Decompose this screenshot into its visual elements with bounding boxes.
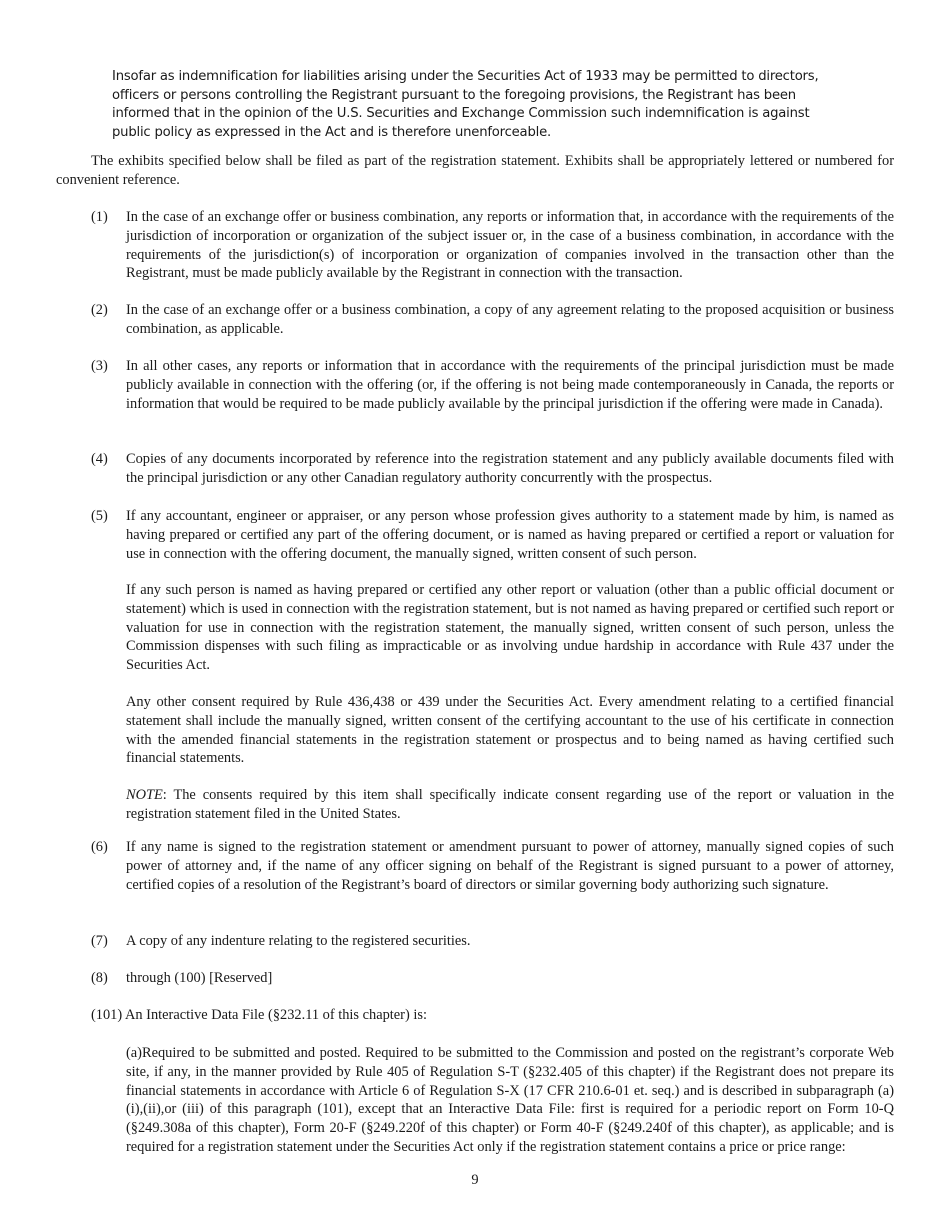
item-number: (2) — [91, 302, 108, 318]
item-text: In all other cases, any reports or information that in accordance with the requirements of the principal jurisdiction must be made publicly available in connection with the offering (or, if the offering is not being made contemporaneously in Canada, the reports or information that would be required to be made publicly available by the principal jurisdiction if the offering were made in Canada). — [126, 358, 894, 412]
item-5-paragraph-2: If any such person is named as having prepared or certified any other report or valuation (other than a public official document or statement) which is used in connection with the registration statement, but is not named as having prepared or certified such report or valuation for use in connection with the registration statement, the manually signed, written consent of such person, unless the Commission dispenses with such filing as impracticable or as involving undue hardship in accordance with Rule 437 under the Securities Act. — [126, 582, 894, 674]
item-number: (4) — [91, 451, 108, 467]
item-number: (6) — [91, 839, 108, 855]
item-text: Copies of any documents incorporated by reference into the registration statement and any publicly available documents filed with the principal jurisdiction or any other Canadian regulatory authority concurrently with the prospectus. — [126, 451, 894, 486]
item-number: (3) — [91, 358, 108, 374]
item-number: (8) — [91, 970, 108, 986]
item-number: (7) — [91, 933, 108, 949]
item-101-a: (a)Required to be submitted and posted. Required to be submitted to the Commission and posted on the registrant’s corporate Web site, if any, in the manner provided by Rule 405 of Regulation S-T (§232.405 of this chapter) if the Registrant does not prepare its financial statements in accordance with Article 6 of Regulation S-X (17 CFR 210.6-01 et. seq.) and is described in subparagraph (a)(i),(ii),or (iii) of this paragraph (101), except that an Interactive Data File: first is required for a periodic report on Form 10-Q (§249.308a of this chapter), Form 20-F (§249.220f of this chapter) or Form 40-F (§249.240f of this chapter), as applicable; and is required for a registration statement under the Securities Act only if the registration statement contains a price or price range: — [126, 1045, 894, 1155]
item-text: If any accountant, engineer or appraiser, or any person whose profession gives authority to a statement made by him, is named as having prepared or certified any part of the offering document, or is named as having prepared or certified a report or valuation for use in connection with the offering document, the manually signed, written consent of such person. — [126, 508, 894, 562]
exhibits-intro: The exhibits specified below shall be filed as part of the registration statement. Exhibits shall be appropriately lettered or numbered for convenient reference. — [56, 153, 894, 188]
indemnification-notice: Insofar as indemnification for liabilities arising under the Securities Act of 1933 may be permitted to directors, officers or persons controlling the Registrant pursuant to the foregoing provisions, the Registrant has been informed that in the opinion of the U.S. Securities and Exchange Commission such indemnification is against public policy as expressed in the Act and is therefore unenforceable. — [112, 69, 819, 140]
exhibit-item-101: (101) An Interactive Data File (§232.11 of this chapter) is: — [91, 1007, 427, 1023]
note-label: NOTE — [126, 787, 163, 803]
item-5-note — [126, 786, 894, 824]
item-text: In the case of an exchange offer or business combination, any reports or information that, in accordance with the requirements of the jurisdiction of incorporation or organization of the subject issuer or, in the case of a business combination, in accordance with the requirements of the jurisdiction(s) of incorporation or organization of companies involved in the transaction other than the Registrant, must be made publicly available by the Registrant in connection with the transaction. — [126, 209, 894, 282]
item-number: (1) — [91, 209, 108, 225]
item-5-paragraph-3: Any other consent required by Rule 436,438 or 439 under the Securities Act. Every amendment relating to a certified financial statement shall include the manually signed, written consent of the certifying accountant to the use of his certificate in connection with the amended financial statements in the registration statement or prospectus and to being named as having certified such financial statements. — [126, 694, 894, 767]
note-text: : The consents required by this item shall specifically indicate consent regarding use of the report or valuation in the registration statement filed in the United States. — [126, 787, 894, 822]
item-text: If any name is signed to the registration statement or amendment pursuant to power of attorney, manually signed copies of such power of attorney and, if the name of any officer signing on behalf of the Registrant is signed pursuant to a power of attorney, certified copies of a resolution of the Registrant’s board of directors or similar governing body authorizing such signature. — [126, 839, 894, 893]
page-number: 9 — [471, 1172, 479, 1188]
item-text: A copy of any indenture relating to the registered securities. — [126, 933, 471, 949]
item-text: In the case of an exchange offer or a business combination, a copy of any agreement relating to the proposed acquisition or business combination, as applicable. — [126, 302, 894, 337]
item-number: (5) — [91, 508, 108, 524]
item-text: through (100) [Reserved] — [126, 970, 273, 986]
